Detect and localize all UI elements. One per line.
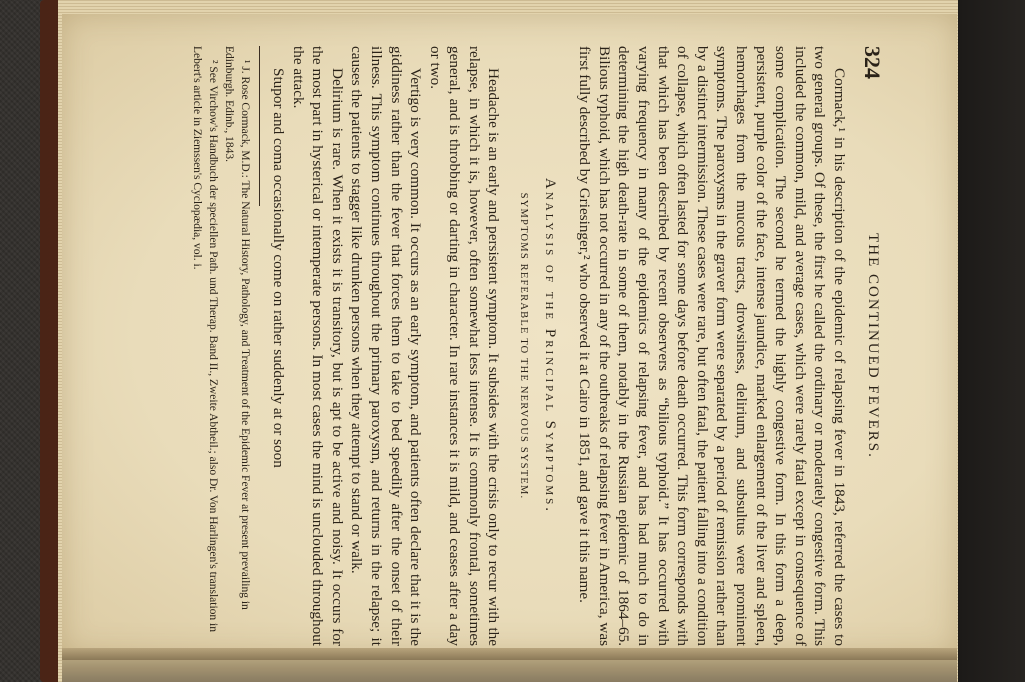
paragraph-cormack: Cormack,¹ in his description of the epidemic of relapsing fever in 1843, referred the cases to two general groups. Of these, the first he called the ordinary or moderately congestive form. This included the common, mild, and average cases, which were rarely fatal except in consequence of some complication. The second he termed the highly congestive form. In this form a deep, persistent, purple color of the face, intense jaundice, marked enlargement of the liver and spleen, hemorrhages from the mucous tracts, drowsiness, delirium, and subsultus were prominent symptoms. The paroxysms in the graver form were separated by a period of remission rather than by a distinct intermission. These cases were rare, but often fatal, the patient falling into a condition of collapse, which often lasted for some days before death occurred. This form corresponds with that which has been described by recent observers as “bilious typhoid.” It has occurred with varying frequency in many of the epidemics of relapsing fever, and has had much to do in determining the high death-rate in some of them, notably in the Russian epidemic of 1864–65. Bilious typhoid, which has not occurred in any of the outbreaks of relapsing fever in America, was first fully described by Griesinger,² who observed it at Cairo in 1851, and gave it this name. (576, 46, 848, 646)
page-content (5, 46, 885, 646)
footnote-divider (259, 46, 260, 206)
paragraph-stupor: Stupor and coma occasionally come on rather suddenly at or soon (269, 68, 287, 468)
section-subtitle: SYMPTOMS REFERABLE TO THE NERVOUS SYSTEM. (518, 192, 530, 500)
next-page-edge (62, 660, 957, 682)
section-title: Analysis of the Principal Symptoms. (541, 178, 558, 514)
page-number: 324 (860, 46, 885, 79)
paragraph-headache: Headache is an early and persistent symptom. It subsides with the crisis only to recur with the relapse, in which it is, however, often somewhat less intense. It is commonly frontal, sometimes general, and is throbbing or darting in character. In rare instances it is mild, and ceases after a day or two. (426, 46, 503, 646)
body-text (268, 46, 849, 646)
paragraph-delirium: Delirium is rare. When it exists it is transitory, but is apt to be active and noisy. It occurs for the most part in hysterical or intemperate persons. In most cases the mind is unclouded throughout the attack. (289, 46, 346, 646)
footnotes (189, 46, 253, 646)
footnote-1: ¹ J. Rose Cormack, M.D.: The Natural History, Pathology, and Treatment of the Epidemic Fever at present prevailing in Edinburgh. Edinb., 1843. (223, 46, 252, 610)
paragraph-vertigo: Vertigo is very common. It occurs as an early symptom, and patients often declare that it is the giddiness rather than the fever that forces them to take to bed speedily after the onset of their illness. This symptom continues throughout the primary paroxysm, and returns in the relapse; it causes the patients to stagger like drunken persons when they attempt to stand or walk. (348, 46, 425, 646)
right-dark-strip (958, 0, 1025, 682)
footnote-2: ² See Virchow's Handbuch der speciellen Path. und Therap. Band II., Zweite Abtheil.; also Dr. Von Harlingen's translation in Lebert's article in Ziemssen's Cyclopædia, vol. i. (191, 46, 220, 632)
page-header (849, 46, 885, 646)
running-head: THE CONTINUED FEVERS. (865, 233, 881, 459)
